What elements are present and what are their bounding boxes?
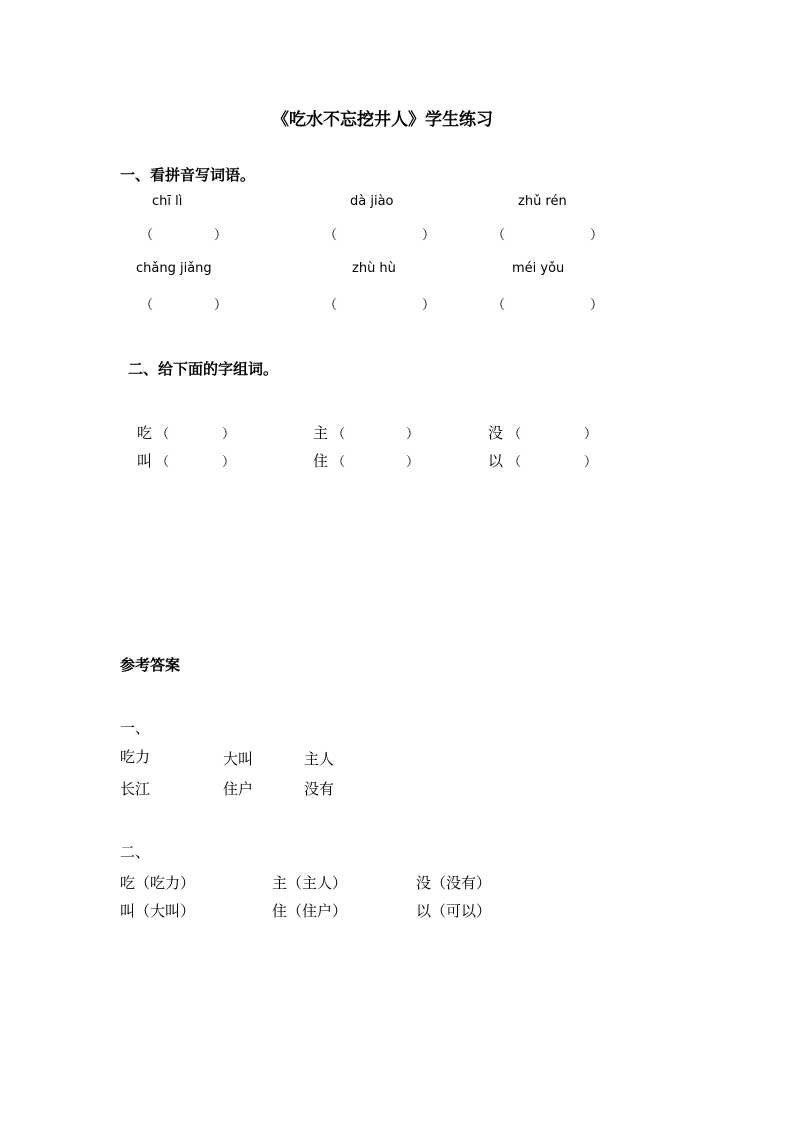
char-3: 没 [488, 424, 504, 442]
answer-item: 以（可以） [416, 902, 492, 920]
answers-part1-label: 一、 [120, 719, 151, 737]
section2-heading: 二、给下面的字组词。 [128, 360, 279, 378]
answer-item: 主（主人） [272, 874, 348, 892]
blank-open: （ [492, 298, 506, 313]
blank-open: （ [140, 228, 154, 243]
pinyin-6: méi yǒu [512, 261, 565, 276]
blank-open: （ [508, 427, 522, 442]
blank-close: ） [214, 228, 228, 243]
blank-close: ） [584, 427, 598, 442]
blank-close: ） [406, 455, 420, 470]
blank-open: （ [332, 427, 346, 442]
char-6: 以 [488, 452, 504, 470]
blank-open: （ [492, 228, 506, 243]
page-title: 《吃水不忘挖井人》学生练习 [272, 110, 493, 130]
blank-close: ） [590, 228, 604, 243]
answers-heading: 参考答案 [120, 656, 181, 674]
answer-item: 住（住户） [272, 902, 348, 920]
pinyin-2: dà jiào [350, 194, 394, 209]
blank-close: ） [222, 427, 236, 442]
blank-open: （ [324, 228, 338, 243]
answer-item: 叫（大叫） [120, 902, 196, 920]
answer-item: 没（没有） [416, 874, 492, 892]
char-5: 住 [313, 452, 329, 470]
pinyin-4: chǎng jiǎng [136, 261, 212, 276]
blank-close: ） [590, 298, 604, 313]
char-1: 吃 [137, 424, 153, 442]
char-2: 主 [313, 424, 329, 442]
answer-word: 吃力 [120, 748, 151, 766]
pinyin-1: chī lì [152, 194, 183, 209]
blank-close: ） [214, 298, 228, 313]
answer-word: 主人 [304, 750, 335, 768]
blank-close: ） [222, 455, 236, 470]
answer-word: 大叫 [223, 750, 254, 768]
section1-heading: 一、看拼音写词语。 [120, 166, 256, 184]
blank-close: ） [406, 427, 420, 442]
pinyin-3: zhǔ rén [518, 194, 567, 209]
pinyin-5: zhù hù [352, 261, 396, 276]
blank-open: （ [140, 298, 154, 313]
answer-word: 住户 [223, 780, 254, 798]
blank-close: ） [422, 228, 436, 243]
answer-item: 吃（吃力） [120, 874, 196, 892]
answer-word: 长江 [120, 780, 151, 798]
blank-open: （ [332, 455, 346, 470]
answer-word: 没有 [304, 780, 335, 798]
blank-open: （ [508, 455, 522, 470]
blank-close: ） [584, 455, 598, 470]
blank-close: ） [422, 298, 436, 313]
blank-open: （ [156, 427, 170, 442]
blank-open: （ [156, 455, 170, 470]
char-4: 叫 [137, 452, 153, 470]
blank-open: （ [324, 298, 338, 313]
answers-part2-label: 二、 [120, 843, 151, 861]
